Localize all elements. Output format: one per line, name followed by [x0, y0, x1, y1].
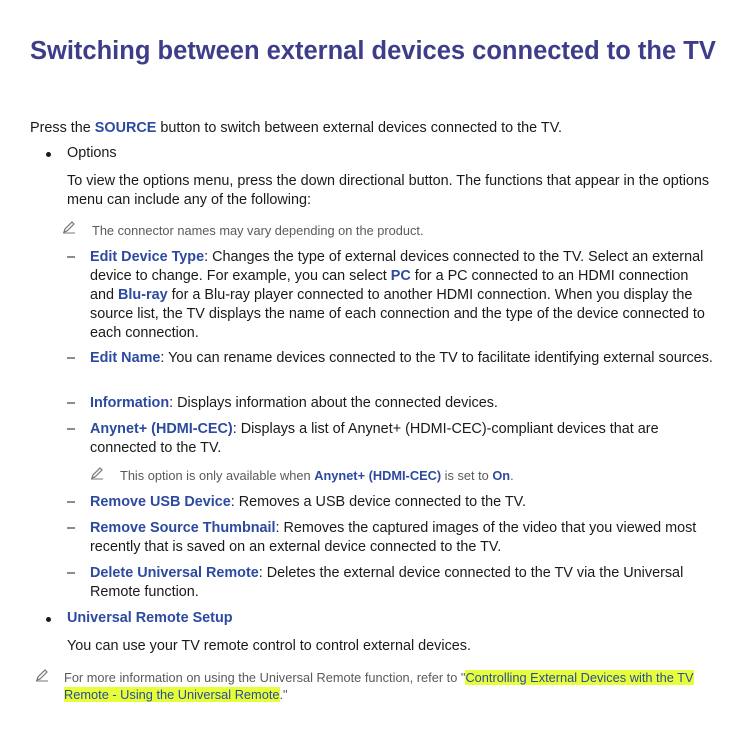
- pencil-note-icon: [35, 668, 49, 682]
- options-label: Options: [67, 145, 117, 161]
- universal-description: You can use your TV remote control to control external devices.: [67, 638, 471, 654]
- list-item-delete-universal: Delete Universal Remote: Deletes the external device connected to the TV via the Universal Remote function.: [90, 565, 684, 600]
- bullet-universal: [46, 617, 51, 622]
- list-item-anynet: Anynet+ (HDMI-CEC): Displays a list of Anynet+ (HDMI-CEC)-compliant devices that are connected to the TV.: [90, 421, 659, 456]
- dash-marker: –: [67, 350, 76, 366]
- term-remove-thumbnail: Remove Source Thumbnail: [90, 520, 276, 536]
- list-item-edit-name: Edit Name: You can rename devices connected to the TV to facilitate identifying external sources.: [90, 350, 713, 366]
- dash-marker: –: [67, 520, 76, 536]
- options-description: To view the options menu, press the down directional button. The functions that appear in the options menu can include any of the following:: [67, 173, 710, 208]
- term-remove-usb: Remove USB Device: [90, 494, 231, 510]
- dash-marker: –: [67, 421, 76, 437]
- universal-label: Universal Remote Setup: [67, 610, 233, 626]
- term-bluray: Blu-ray: [118, 287, 168, 303]
- source-button-name: SOURCE: [94, 120, 157, 136]
- list-item-remove-usb: Remove USB Device: Removes a USB device connected to the TV.: [90, 494, 526, 510]
- universal-remote-reference-link[interactable]: Controlling External Devices with the TV Remote - Using the Universal Remote: [64, 670, 694, 702]
- anynet-note: This option is only available when Anynet+ (HDMI-CEC) is set to On.: [120, 468, 514, 483]
- bullet-options: [46, 152, 51, 157]
- list-item-remove-thumbnail: Remove Source Thumbnail: Removes the captured images of the video that you viewed most recently that is saved on an external device connected to the TV.: [90, 520, 697, 555]
- dash-marker: –: [67, 249, 76, 265]
- dash-marker: –: [67, 565, 76, 581]
- pencil-note-icon: [62, 220, 76, 234]
- list-item-information: Information: Displays information about the connected devices.: [90, 395, 498, 411]
- dash-marker: –: [67, 494, 76, 510]
- term-edit-device-type: Edit Device Type: [90, 249, 205, 265]
- term-edit-name: Edit Name: [90, 350, 161, 366]
- term-anynet: Anynet+ (HDMI-CEC): [90, 421, 233, 437]
- dash-marker: –: [67, 395, 76, 411]
- footer-note: For more information on using the Universal Remote function, refer to "Controlling External Devices with the TV Remote - Using the Universal Remote.": [64, 670, 694, 702]
- connector-note: The connector names may vary depending on the product.: [92, 223, 424, 238]
- intro-paragraph: Press the SOURCE button to switch between external devices connected to the TV.: [30, 120, 562, 136]
- pencil-note-icon: [90, 466, 104, 480]
- term-pc: PC: [390, 268, 411, 284]
- term-information: Information: [90, 395, 170, 411]
- term-delete-universal: Delete Universal Remote: [90, 565, 259, 581]
- list-item-edit-device-type: Edit Device Type: Changes the type of external devices connected to the TV. Select an external device to change. For example, you can select PC for a PC connected to an HDMI connection and Blu-ray for a Blu-ray player connected to another HDMI connection. When you display the source list, the TV displays the name of each connection and the type of the device connected to each connection.: [90, 249, 705, 341]
- page-title: Switching between external devices connected to the TV: [30, 37, 716, 65]
